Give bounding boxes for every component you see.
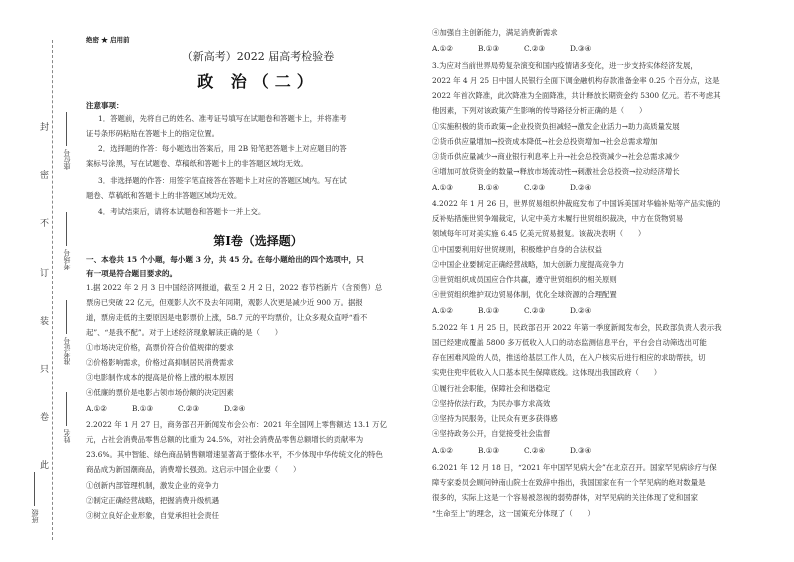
exam-title: （新高考）2022 届高考检验卷: [181, 50, 335, 63]
option-b: B.①③: [132, 404, 154, 413]
question-text: 2022 年首次降准，此次降准为全面降准，共计释放长期资金约 5300 亿元。若不考虑其: [432, 91, 721, 100]
option-c: C.②③: [524, 183, 545, 192]
binding-char: 只: [40, 365, 50, 375]
choice-item: ③电影制作成本的提高是价格上涨的根本原因: [86, 373, 234, 382]
choice-item: ②坚持依法行政，为民办事方求高效: [432, 399, 551, 408]
choice-item: ④世贸组织维护双边贸易体制，优化全球资源的合理配置: [432, 290, 617, 299]
answer-options: [432, 183, 616, 192]
question-text: 障专家委员会顾问钟南山院士在致辞中指出，我国国家在有一个罕见病的绝对数量是: [432, 478, 706, 487]
notes-line: 2．选择题的作答：每小题选出答案后，用 2B 铅笔把答题卡上对应题目的答: [98, 144, 347, 153]
binding-dashed-line: [52, 40, 53, 540]
question-text: 1.据 2022 年 2 月 3 日中国经济网报道，截至 2 月 2 日，2022 春节档新片（含预售）总: [86, 283, 383, 292]
binding-field-label: 准考证号: [63, 337, 71, 365]
binding-char: 封: [40, 123, 50, 133]
choice-item: ④加强自主创新能力，满足消费新需求: [432, 28, 558, 37]
part1-instruction: 一、本卷共 15 个小题，每小题 3 分，共 45 分。在每小题给出的四个选项中，只: [86, 255, 364, 264]
binding-field-room: [62, 212, 72, 270]
binding-field-label: 座位号: [63, 149, 71, 170]
question-text: 道，票房走低的主要原因是电影票价上涨，58.7 元的平均票价，让众多观众直呼“看不: [86, 313, 368, 322]
question-text: 反补贴措施世贸争端裁定，认定中美方未履行世贸组织裁决，中方在货物贸易: [432, 214, 684, 223]
answer-options: [432, 306, 616, 315]
question-text: 3.为应对当前世界局势复杂演变和国内疫情诸多变化，进一步支持实体经济发展，: [432, 61, 698, 70]
choice-item: ①实施积极的货币政策→企业投资负担减轻→激发企业活力→助力高质量发展: [432, 122, 680, 131]
question-text: “生命至上”的理念，这一国策充分体现了（ ）: [432, 509, 595, 518]
choice-item: ④坚持政务公开，自觉接受社会监督: [432, 429, 551, 438]
option-d: D.③④: [570, 44, 592, 53]
answer-options: [432, 44, 616, 53]
question-text: 5.2022 年 1 月 25 日，民政部召开 2022 年第一季度新闻发布会，民政部负责人表示我: [432, 323, 722, 332]
secret-label: 绝密 ★ 启用前: [86, 36, 130, 44]
option-a: A.①②: [432, 44, 453, 53]
question-text: 4.2022 年 1 月 26 日，世界贸易组织仲裁庭发布了中国诉美国对华输补贴等产品实施的: [432, 199, 721, 208]
question-text: 实兜住兜牢低收入人口基本民生保障底线。这体现出我国政府（ ）: [432, 368, 662, 377]
question-text: 他因素，下列对该政策产生影响的传导路径分析正确的是（ ）: [432, 106, 647, 115]
question-text: 起”、“是我不配”。对于上述经济现象解读正确的是（ ）: [86, 328, 283, 337]
binding-field-class: [30, 472, 40, 523]
option-d: D.②④: [570, 183, 592, 192]
binding-field-label: 姓名: [63, 429, 71, 443]
notes-line: 题卷、草稿纸和答题卡上的非答题区域均无效。: [86, 191, 242, 200]
option-d: D.②④: [224, 404, 246, 413]
choice-item: ①中国要利用好世贸规则，积极维护自身的合法权益: [432, 245, 602, 254]
question-text: 6.2021 年 12 月 18 日，“2021 年中国罕见病大会”在北京召开。国家罕见病诊疗与保: [432, 463, 717, 472]
option-c: C.②③: [524, 44, 545, 53]
choice-item: ③货币供应量减少→商业银行利息率上升→社会总投资减少→社会总需求减少: [432, 152, 680, 161]
answer-options: [86, 404, 270, 413]
binding-field-label: 班级: [31, 509, 39, 523]
choice-item: ②货币供应量增加→投资成本降低→社会总投资增加→社会总需求增加: [432, 137, 658, 146]
notes-line: 1．答题前，先将自己的姓名、准考证号填写在试题卷和答题卡上，并将准考: [98, 114, 347, 123]
option-a: A.①②: [432, 306, 453, 315]
notes-heading: 注意事项：: [86, 101, 124, 110]
option-d: D.②④: [570, 306, 592, 315]
option-a: A.①②: [432, 446, 453, 455]
choice-item: ②价格影响需求，价格过高抑制居民消费需求: [86, 358, 234, 367]
binding-field-ticket: [62, 300, 72, 365]
option-c: C.②③: [524, 306, 545, 315]
option-b: B.①③: [478, 446, 500, 455]
choice-item: ①履行社会职能，保障社会和谐稳定: [432, 384, 551, 393]
question-text: 国已经建成覆盖 5800 多万低收入人口的动态监测信息平台，平台会自动筛选出可能: [432, 338, 707, 347]
choice-item: ②中国企业要制定正确经营战略，加大创新力度提高竞争力: [432, 260, 625, 269]
binding-char: 密: [40, 171, 50, 181]
binding-char: 订: [40, 269, 50, 279]
subject-title: 政 治（二）: [197, 72, 319, 91]
option-b: B.①③: [478, 306, 500, 315]
choice-item: ②制定正确经营战略，把握消费升级机遇: [86, 496, 220, 505]
question-text: 23.6%。其中智能、绿色商品销售额增速显著高于整体水平，不少体现中华传统文化的特色: [86, 450, 383, 459]
choice-item: ①创新内部管理机制，激发企业的竞争力: [86, 481, 220, 490]
binding-char: 卷: [40, 413, 50, 423]
question-text: 票房已突破 22 亿元，但观影人次不及去年同期，观影人次更是减少近 900 万。据报: [86, 298, 363, 307]
choice-item: ①市场决定价格，高票价符合价值规律的要求: [86, 343, 234, 352]
option-c: C.②④: [524, 446, 545, 455]
option-b: B.①④: [478, 183, 500, 192]
answer-options: [432, 446, 616, 455]
option-a: A.①②: [86, 404, 107, 413]
option-b: B.①③: [478, 44, 500, 53]
notes-line: 4．考试结束后，请将本试题卷和答题卡一并上交。: [98, 207, 266, 216]
question-text: 领域每年可对美实施 6.45 亿美元贸易报复。该裁决表明（ ）: [432, 229, 646, 238]
choice-item: ④低廉的票价是电影占领市场份额的决定因素: [86, 388, 234, 397]
part1-instruction: 有一项是符合题目要求的。: [86, 269, 178, 278]
choice-item: ③树立良好企业形象，自觉承担社会责任: [86, 511, 220, 520]
option-d: D.③④: [570, 446, 592, 455]
question-text: 元，占社会消费品零售总额的比重为 24.5%，对社会消费品零售总额增长的贡献率为: [86, 435, 364, 444]
binding-char: 不: [40, 219, 50, 229]
notes-line: 证号条形码粘贴在答题卡上的指定位置。: [86, 129, 220, 138]
binding-field-seat: [62, 112, 72, 170]
choice-item: ③世贸组织成员国应合作共赢，遵守世贸组织的相关原则: [432, 275, 617, 284]
part1-title: 第Ⅰ卷（选择题）: [213, 234, 303, 248]
question-text: 2.2022 年 1 月 27 日，商务部召开新闻发布会公布：2021 年全国网上零售额达 13.1 万亿: [86, 420, 387, 429]
question-text: 很多的，实际上这是一个容易被忽视的弱势群体，对罕见病的关注体现了党和国家: [432, 493, 699, 502]
binding-margin: [0, 0, 86, 562]
binding-char: 装: [40, 317, 50, 327]
notes-line: 3．非选择题的作答：用签字笔直接答在答题卡上对应的答题区域内。写在试: [98, 176, 347, 185]
binding-char: 此: [40, 461, 50, 471]
option-c: C.②③: [178, 404, 199, 413]
question-text: 商品成为新国潮商品，消费增长强劲。这启示中国企业要（ ）: [86, 465, 301, 474]
choice-item: ④增加可放贷资金的数量→释放市场流动性→刺激社会总投资→拉动经济增长: [432, 167, 680, 176]
binding-field-label: 考场号: [63, 249, 71, 270]
choice-item: ③坚持为民服务，让民众有更多获得感: [432, 414, 558, 423]
question-text: 2022 年 4 月 25 日中国人民银行全面下调金融机构存款准备金率 0.25 个百分点，这是: [432, 76, 720, 85]
question-text: 存在困难风险的人员，推送给基层工作人员，在入户核实后进行相应的求助帮扶，切: [432, 353, 706, 362]
notes-line: 案标号涂黑，写在试题卷、草稿纸和答题卡上的非答题区域均无效。: [86, 159, 308, 168]
binding-field-name: [62, 392, 72, 443]
option-a: A.①③: [432, 183, 453, 192]
